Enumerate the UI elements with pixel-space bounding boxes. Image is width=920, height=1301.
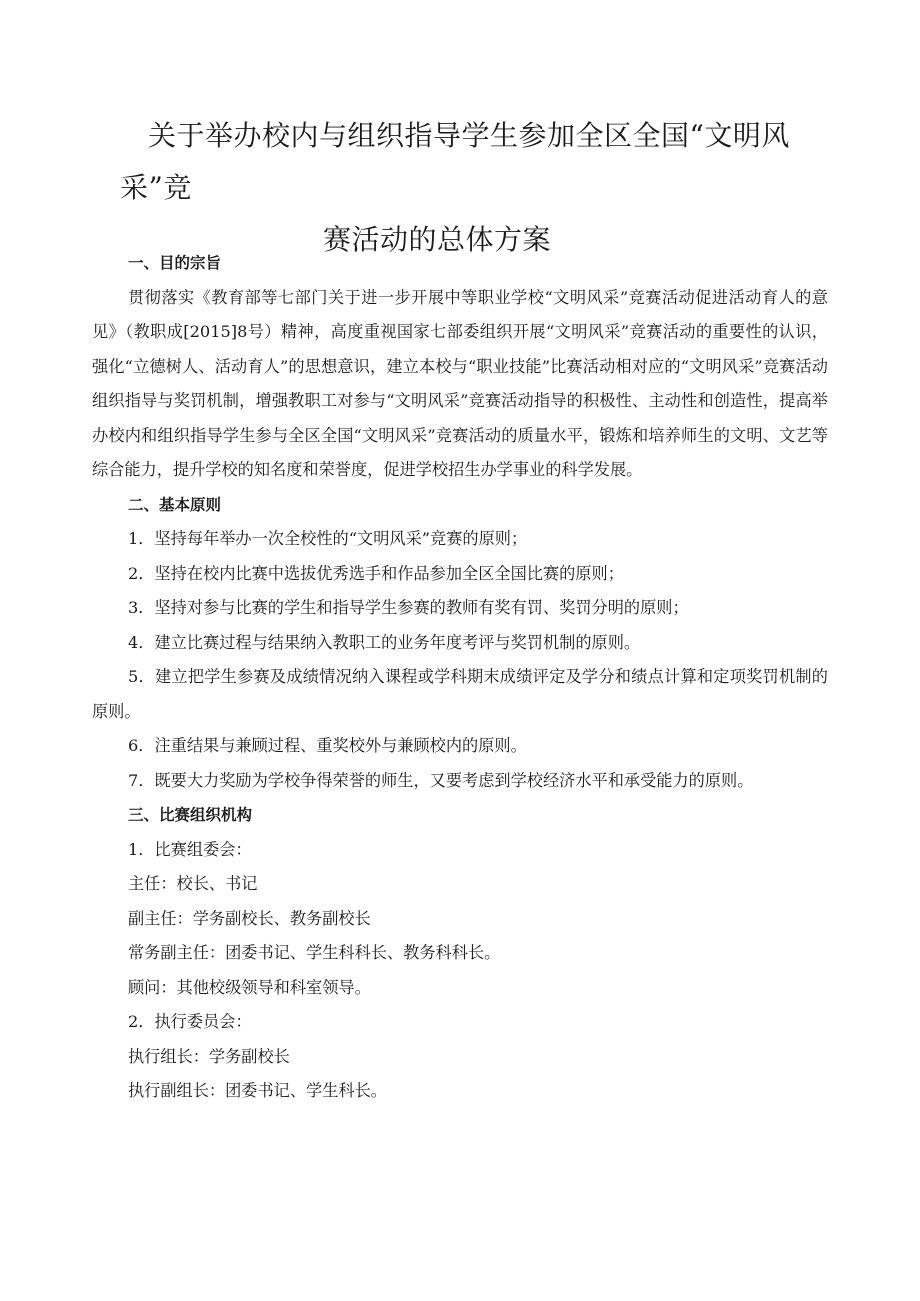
principle-item: 5．建立把学生参赛及成绩情况纳入课程或学科期末成绩评定及学分和绩点计算和定项奖罚机制的原则。 <box>92 667 828 721</box>
principle-item: 2．坚持在校内比赛中选拔优秀选手和作品参加全区全国比赛的原则； <box>128 563 624 583</box>
organization-line: 顾问：其他校级领导和科室领导。 <box>128 977 371 997</box>
principle-item: 6．注重结果与兼顾过程、重奖校外与兼顾校内的原则。 <box>128 736 527 755</box>
section-heading-principles: 二、基本原则 <box>128 495 222 514</box>
title-line-2: 赛活动的总体方案 <box>323 223 552 256</box>
document-body <box>92 246 828 1109</box>
principle-item: 3．坚持对参与比赛的学生和指导学生参赛的教师有奖有罚、奖罚分明的原则； <box>128 598 689 617</box>
principle-item: 4．建立比赛过程与结果纳入教职工的业务年度考评与奖罚机制的原则。 <box>128 632 641 652</box>
organization-line: 2．执行委员会： <box>128 1012 252 1031</box>
principle-item: 7．既要大力奖励为学校争得荣誉的师生，又要考虑到学校经济水平和承受能力的原则。 <box>128 770 754 790</box>
section-heading-purpose: 一、目的宗旨 <box>128 254 222 272</box>
title-line-1: 关于举办校内与组织指导学生参加全区全国“文明风采”竞 <box>120 119 790 204</box>
section-heading-organization: 三、比赛组织机构 <box>128 806 253 824</box>
purpose-paragraph: 贯彻落实《教育部等七部门关于进一步开展中等职业学校“文明风采”竞赛活动促进活动育人的意见》（教职成[2015]8号）精神，高度重视国家七部委组织开展“文明风采”竞赛活动的重要性的认识，强化“立德树人、活动育人”的思想意识，建立本校与“职业技能”比赛活动相对应的“文明风采”竞赛活动组织指导与奖罚机制，增强教职工对参与“文明风采”竞赛活动指导的积极性、主动性和创造性，提高举办校内和组织指导学生参与全区全国“文明风采”竞赛活动的质量水平，锻炼和培养师生的文明、文艺等综合能力，提升学校的知名度和荣誉度，促进学校招生办学事业的科学发展。 <box>92 287 828 479</box>
organization-line: 执行组长：学务副校长 <box>128 1046 290 1066</box>
principle-item: 1．坚持每年举办一次全校性的“文明风采”竞赛的原则； <box>128 529 528 548</box>
organization-line: 执行副组长：团委书记、学生科长。 <box>128 1081 387 1100</box>
document-title <box>120 110 840 266</box>
organization-line: 主任：校长、书记 <box>128 874 258 893</box>
organization-line: 常务副主任：团委书记、学生科科长、教务科科长。 <box>128 943 501 962</box>
organization-line: 1．比赛组委会： <box>128 839 252 859</box>
organization-line: 副主任：学务副校长、教务副校长 <box>128 908 371 928</box>
